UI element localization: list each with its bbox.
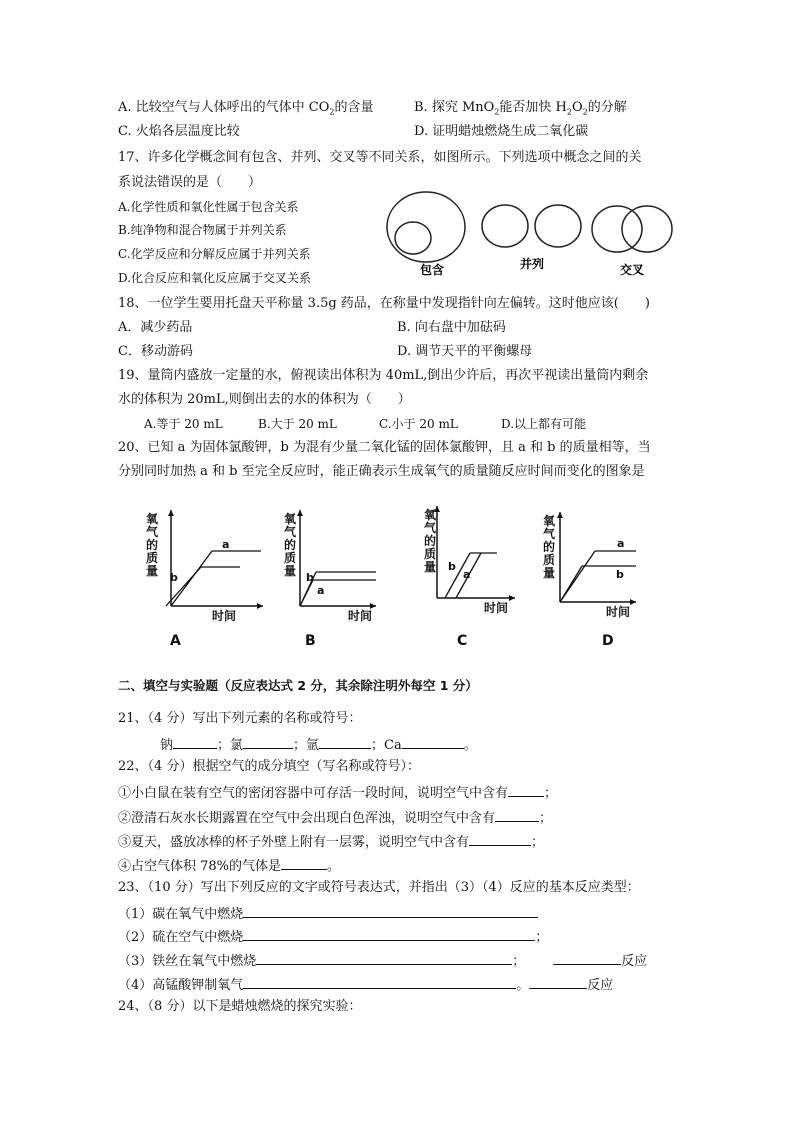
y-label-char: 的	[146, 538, 159, 552]
y-label-char: 质	[424, 547, 437, 561]
q17-option-d: D.化合反应和氧化反应属于交叉关系	[118, 271, 312, 285]
graph-letter: B	[305, 633, 316, 649]
y-label-char: 氧	[146, 512, 159, 526]
q21-end: 。	[463, 738, 477, 753]
q19-stem-2: 水的体积为 20mL,则倒出去的水的体积为（ ）	[118, 392, 411, 407]
q17-option-c: C.化学反应和分解反应属于并列关系	[118, 247, 311, 261]
q22-line-3: ③夏天，盛放冰棒的杯子外壁上附有一层雾，说明空气中含有 ；	[118, 832, 544, 851]
q22-blank-3[interactable]	[469, 832, 531, 846]
q18-option-d: D. 调节天平的平衡螺母	[397, 344, 533, 359]
q23-blank-1[interactable]	[243, 904, 538, 918]
x-axis-arrow	[630, 599, 636, 605]
q17-stem-1: 17、许多化学概念间有包含、并列、交叉等不同关系，如图所示。下列选项中概念之间的关	[118, 150, 642, 165]
q16-option-b: B. 探究 MnO$_2$能否加快 $H_2O_2$的分解	[414, 100, 627, 117]
curve-label-b: b	[170, 571, 178, 584]
q22-line-1: ①小白鼠在装有空气的密闭容器中可存活一段时间，说明空气中含有 ；	[118, 783, 557, 802]
q18-option-b: B. 向右盘中加砝码	[397, 320, 506, 335]
q19-stem-1: 19、量筒内盛放一定量的水，俯视读出体积为 40mL,倒出少许后，再次平视读出量筒内剩余	[118, 368, 649, 383]
q23-line-2: （2）硫在空气中燃烧 ；	[118, 927, 548, 946]
q16-option-d: D. 证明蜡烛燃烧生成二氧化碳	[414, 124, 589, 139]
q21-label-cl: ；氯	[217, 738, 244, 753]
curve-label-a: a	[463, 568, 471, 581]
q16-option-a: A. 比较空气与人体呼出的气体中 $CO_2$的含量	[118, 100, 374, 117]
q18-option-c: C．移动游码	[118, 344, 193, 359]
label-inclusion: 包含	[420, 263, 445, 277]
q23-line-4: （4）高锰酸钾制氧气 。 反应	[118, 975, 613, 994]
q23-line-1: （1）碳在氧气中燃烧	[118, 904, 538, 923]
q23-blank-2[interactable]	[243, 927, 535, 941]
y-label-char: 质	[543, 553, 556, 567]
q23-stem: 23、（10 分）写出下列反应的文字或符号表达式，并指出（3）（4）反应的基本反应类型：	[118, 880, 640, 895]
x-label: 时间	[348, 609, 373, 623]
curve-label-b: b	[448, 560, 456, 573]
curve-label-b: b	[616, 568, 624, 581]
y-label-char: 气	[146, 525, 159, 539]
q21-blank-na[interactable]	[173, 735, 217, 749]
q22-stem: 22、（4 分）根据空气的成分填空（写名称或符号）：	[118, 759, 420, 774]
y-label-char: 氧	[424, 508, 437, 522]
q22-blank-1[interactable]	[508, 783, 544, 797]
y-label-char: 的	[424, 534, 437, 548]
graph-letter: D	[602, 633, 614, 649]
y-label-char: 气	[543, 527, 556, 541]
curve-label-a: a	[317, 584, 325, 597]
curve-label-a: a	[617, 537, 625, 550]
q21-blank-ca[interactable]	[402, 735, 464, 749]
graph-letter: C	[457, 633, 468, 649]
y-label-char: 质	[284, 551, 297, 565]
q19-option-c: C.小于 20 mL	[379, 417, 458, 431]
q23-blank-3[interactable]	[256, 951, 512, 965]
q18-option-a: A．减少药品	[118, 320, 193, 335]
y-label-char: 量	[424, 560, 437, 574]
q16-option-c: C. 火焰各层温度比较	[118, 124, 240, 139]
y-label-char: 氧	[543, 514, 556, 528]
q21-stem: 21、（4 分）写出下列元素的名称或符号：	[118, 711, 362, 726]
q23-blank-4-type[interactable]	[529, 975, 587, 989]
q18-stem: 18、一位学生要用托盘天平称量 3.5g 药品，在称量中发现指针向左偏转。这时他应该( )	[118, 296, 650, 311]
section-2-title: 二、填空与实验题（反应表达式 2 分，其余除注明外每空 1 分）	[118, 678, 478, 693]
y-label-char: 质	[146, 551, 159, 565]
graph-letter: A	[170, 633, 181, 649]
y-axis-arrow	[557, 512, 563, 518]
x-label: 时间	[212, 609, 237, 623]
q21-blank-ne[interactable]	[319, 735, 371, 749]
q17-option-a: A.化学性质和氧化性属于包含关系	[118, 200, 299, 214]
label-intersection: 交叉	[620, 263, 645, 277]
q23-blank-3-type[interactable]	[553, 951, 621, 965]
q22-line-4: ④占空气体积 78%的气体是 。	[118, 856, 340, 875]
curve-segment-3	[560, 566, 582, 602]
y-label-char: 气	[284, 525, 297, 539]
q22-blank-2[interactable]	[495, 808, 539, 822]
q21-blanks	[160, 735, 477, 754]
y-label-char: 量	[146, 564, 159, 578]
q22-blank-4[interactable]	[281, 856, 327, 870]
x-label: 时间	[484, 601, 509, 615]
y-label-char: 气	[424, 521, 437, 535]
curve-label-a: a	[222, 538, 230, 551]
y-label-char: 量	[284, 564, 297, 578]
y-label-char: 的	[284, 538, 297, 552]
q24-stem: 24、（8 分）以下是蜡烛燃烧的探究实验：	[118, 999, 362, 1014]
q19-option-b: B.大于 20 mL	[258, 417, 337, 431]
q19-option-d: D.以上都有可能	[501, 417, 587, 431]
q21-blank-cl[interactable]	[243, 735, 293, 749]
q23-blank-4[interactable]	[243, 975, 516, 989]
q21-label-na: 钠	[160, 738, 174, 753]
x-label: 时间	[606, 605, 631, 619]
q17-option-b: B.纯净物和混合物属于并列关系	[118, 223, 287, 237]
q17-stem-2: 系说法错误的是（ ）	[118, 175, 262, 190]
q19-option-a: A.等于 20 mL	[144, 417, 223, 431]
q23-line-3: （3）铁丝在氧气中燃烧 ； 反应	[118, 951, 647, 970]
curve-label-b: b	[306, 571, 314, 584]
y-label-char: 的	[543, 540, 556, 554]
q21-label-ne: ；氩	[293, 738, 320, 753]
q22-line-2: ②澄清石灰水长期露置在空气中会出现白色浑浊，说明空气中含有 ；	[118, 808, 552, 827]
y-label-char: 量	[543, 566, 556, 580]
q20-stem-2: 分别同时加热 a 和 b 至完全反应时，能正确表示生成氧气的质量随反应时间而变化的图象是	[118, 464, 645, 479]
label-parallel: 并列	[520, 257, 545, 271]
y-label-char: 氧	[284, 512, 297, 526]
q20-stem-1: 20、已知 a 为固体氯酸钾，b 为混有少量二氧化锰的固体氯酸钾，且 a 和 b 的质量相等，当	[118, 440, 651, 455]
q21-label-ca: ；Ca	[371, 738, 402, 753]
